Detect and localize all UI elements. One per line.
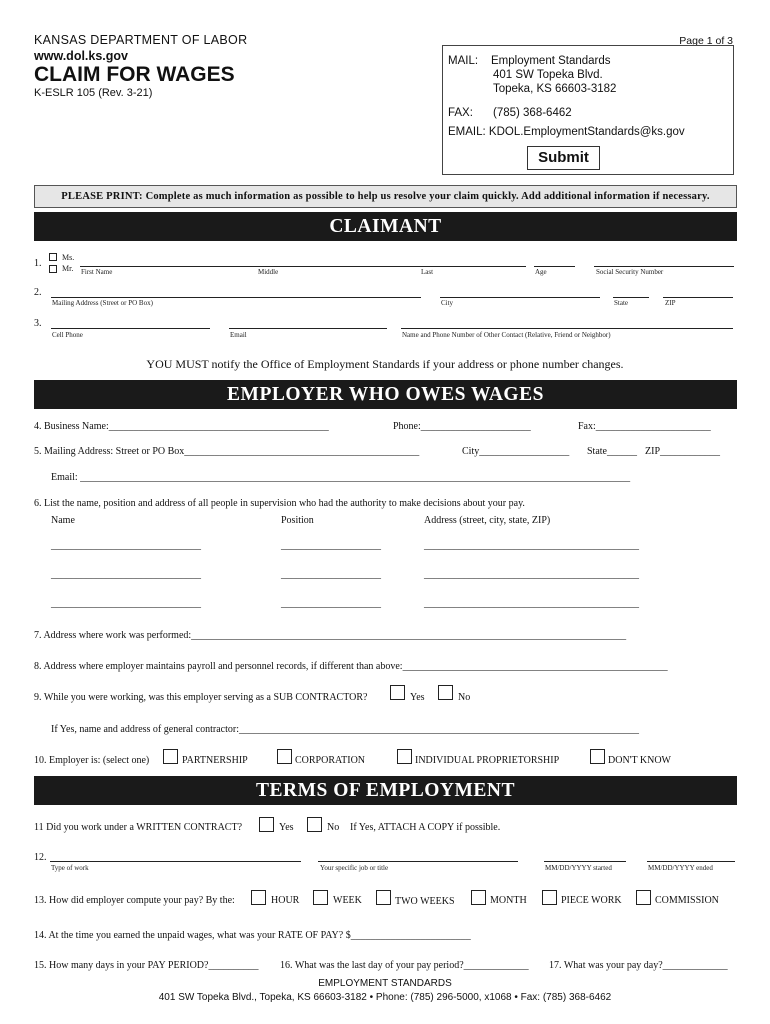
month-label: MONTH bbox=[490, 895, 527, 906]
partnership-checkbox[interactable] bbox=[163, 749, 178, 764]
zip-label: ZIP bbox=[665, 299, 676, 307]
state-field[interactable] bbox=[613, 297, 649, 298]
mail-line-1: Employment Standards bbox=[491, 55, 611, 67]
employer-zip-field[interactable]: ZIP____________ bbox=[645, 446, 720, 457]
type-of-work-field[interactable] bbox=[50, 861, 301, 862]
mail-line-3: Topeka, KS 66603-3182 bbox=[493, 83, 617, 95]
cell-phone-field[interactable] bbox=[51, 328, 210, 329]
dont-know-label: DON'T KNOW bbox=[608, 755, 671, 766]
name-field[interactable] bbox=[80, 266, 526, 267]
individual-proprietorship-label: INDIVIDUAL PROPRIETORSHIP bbox=[415, 755, 560, 766]
month-checkbox[interactable] bbox=[471, 890, 486, 905]
yes-label: Yes bbox=[279, 822, 294, 833]
age-field[interactable] bbox=[534, 266, 575, 267]
supervisor-name-field[interactable]: ______________________________ bbox=[51, 598, 201, 609]
start-date-field[interactable] bbox=[544, 861, 626, 862]
page-indicator: Page 1 of 3 bbox=[679, 35, 733, 47]
business-name-field[interactable]: 4. Business Name:____________________________________________ bbox=[34, 421, 329, 432]
ssn-label: Social Security Number bbox=[596, 268, 664, 276]
footer-contact: 401 SW Topeka Blvd., Topeka, KS 66603-3182 • Phone: (785) 296-5000, x1068 • Fax: (785) 368-6462 bbox=[158, 992, 612, 1003]
partnership-label: PARTNERSHIP bbox=[182, 755, 248, 766]
fax-value: (785) 368-6462 bbox=[493, 107, 572, 119]
piece-work-label: PIECE WORK bbox=[561, 895, 622, 906]
supervisor-name-field[interactable]: ______________________________ bbox=[51, 540, 201, 551]
job-title-label: Your specific job or title bbox=[320, 864, 389, 872]
section-claimant: CLAIMANT bbox=[34, 212, 737, 241]
ssn-field[interactable] bbox=[594, 266, 734, 267]
fax-label: FAX: bbox=[448, 107, 473, 119]
item-number: 2. bbox=[34, 287, 42, 298]
cell-phone-label: Cell Phone bbox=[52, 331, 83, 339]
hour-label: HOUR bbox=[271, 895, 300, 906]
item-number: 3. bbox=[34, 318, 42, 329]
piece-work-checkbox[interactable] bbox=[542, 890, 557, 905]
pay-period-days-field[interactable]: 15. How many days in your PAY PERIOD?__________ bbox=[34, 960, 259, 971]
age-label: Age bbox=[535, 268, 547, 276]
type-of-work-label: Type of work bbox=[51, 864, 89, 872]
employer-fax-field[interactable]: Fax:_______________________ bbox=[578, 421, 711, 432]
item-number: 1. bbox=[34, 258, 42, 269]
yes-label: Yes bbox=[410, 692, 425, 703]
item-number: 12. bbox=[34, 852, 47, 863]
no-label: No bbox=[327, 822, 340, 833]
section-terms: TERMS OF EMPLOYMENT bbox=[34, 776, 737, 805]
contract-no-checkbox[interactable] bbox=[307, 817, 322, 832]
contract-yes-checkbox[interactable] bbox=[259, 817, 274, 832]
hour-checkbox[interactable] bbox=[251, 890, 266, 905]
employer-phone-field[interactable]: Phone:______________________ bbox=[393, 421, 531, 432]
job-title-field[interactable] bbox=[318, 861, 518, 862]
city-label: City bbox=[441, 299, 454, 307]
form-title: CLAIM FOR WAGES bbox=[34, 63, 235, 86]
state-label: State bbox=[614, 299, 628, 307]
written-contract-question: 11 Did you work under a WRITTEN CONTRACT? bbox=[34, 822, 243, 833]
mailing-address-label: Mailing Address (Street or PO Box) bbox=[52, 299, 153, 307]
end-date-label: MM/DD/YYYY ended bbox=[648, 864, 713, 872]
agency-url[interactable]: www.dol.ks.gov bbox=[34, 49, 128, 63]
corporation-label: CORPORATION bbox=[295, 755, 366, 766]
first-name-label: First Name bbox=[81, 268, 113, 276]
week-label: WEEK bbox=[333, 895, 362, 906]
supervisor-position-field[interactable]: ____________________ bbox=[281, 598, 381, 609]
payroll-address-field[interactable]: 8. Address where employer maintains payroll and personnel records, if different than above:_____________________________________________________ bbox=[34, 661, 668, 672]
supervisor-position-field[interactable]: ____________________ bbox=[281, 569, 381, 580]
mailing-address-field[interactable] bbox=[51, 297, 421, 298]
other-contact-label: Name and Phone Number of Other Contact (Relative, Friend or Neighbor) bbox=[402, 331, 611, 339]
subcontractor-question: 9. While you were working, was this employer serving as a SUB CONTRACTOR? bbox=[34, 692, 368, 703]
email-label: Email bbox=[230, 331, 247, 339]
work-address-field[interactable]: 7. Address where work was performed:_______________________________________________________________________________________ bbox=[34, 630, 627, 641]
employer-state-field[interactable]: State______ bbox=[587, 446, 637, 457]
dont-know-checkbox[interactable] bbox=[590, 749, 605, 764]
mail-info-box bbox=[442, 45, 734, 175]
subcontractor-no-checkbox[interactable] bbox=[438, 685, 453, 700]
last-pay-period-day-field[interactable]: 16. What was the last day of your pay period?_____________ bbox=[280, 960, 529, 971]
employer-type-question: 10. Employer is: (select one) bbox=[34, 755, 150, 766]
middle-label: Middle bbox=[258, 268, 279, 276]
pay-basis-question: 13. How did employer compute your pay? By the: bbox=[34, 895, 235, 906]
mr-label: Mr. bbox=[62, 264, 74, 273]
supervisor-address-field[interactable]: ___________________________________________ bbox=[424, 540, 639, 551]
commission-label: COMMISSION bbox=[655, 895, 719, 906]
email-line: EMAIL: KDOL.EmploymentStandards@ks.gov bbox=[448, 126, 685, 138]
employer-mailing-field[interactable]: 5. Mailing Address: Street or PO Box_______________________________________________ bbox=[34, 446, 420, 457]
attach-copy-note: If Yes, ATTACH A COPY if possible. bbox=[350, 822, 501, 833]
submit-button[interactable]: Submit bbox=[527, 146, 600, 170]
last-label: Last bbox=[421, 268, 434, 276]
supervisor-address-field[interactable]: ___________________________________________ bbox=[424, 598, 639, 609]
supervisor-name-field[interactable]: ______________________________ bbox=[51, 569, 201, 580]
supervisor-position-field[interactable]: ____________________ bbox=[281, 540, 381, 551]
section-employer: EMPLOYER WHO OWES WAGES bbox=[34, 380, 737, 409]
supervisors-question: 6. List the name, position and address of all people in supervision who had the authority to make decisions about your pay. bbox=[34, 498, 525, 509]
employer-city-field[interactable]: City__________________ bbox=[462, 446, 570, 457]
supervisor-address-field[interactable]: ___________________________________________ bbox=[424, 569, 639, 580]
ms-label: Ms. bbox=[62, 253, 75, 262]
start-date-label: MM/DD/YYYY started bbox=[545, 864, 612, 872]
ms-checkbox[interactable] bbox=[49, 253, 57, 261]
week-checkbox[interactable] bbox=[313, 890, 328, 905]
address-change-notice: YOU MUST notify the Office of Employment Standards if your address or phone number changes. bbox=[146, 357, 624, 371]
rate-of-pay-field[interactable]: 14. At the time you earned the unpaid wages, what was your RATE OF PAY? $________________________ bbox=[34, 930, 471, 941]
city-field[interactable] bbox=[440, 297, 600, 298]
agency-name: KANSAS DEPARTMENT OF LABOR bbox=[34, 33, 248, 47]
col-name-label: Name bbox=[51, 515, 75, 526]
general-contractor-field[interactable]: If Yes, name and address of general contractor:________________________________________________________________________________ bbox=[51, 724, 639, 735]
two-weeks-label: TWO WEEKS bbox=[395, 896, 455, 907]
col-address-label: Address (street, city, state, ZIP) bbox=[424, 515, 551, 526]
footer-office: EMPLOYMENT STANDARDS bbox=[318, 978, 452, 989]
two-weeks-checkbox[interactable] bbox=[376, 890, 391, 905]
zip-field[interactable] bbox=[663, 297, 733, 298]
form-number: K-ESLR 105 (Rev. 3-21) bbox=[34, 87, 153, 99]
subcontractor-yes-checkbox[interactable] bbox=[390, 685, 405, 700]
end-date-field[interactable] bbox=[647, 861, 735, 862]
mr-checkbox[interactable] bbox=[49, 265, 57, 273]
col-position-label: Position bbox=[281, 515, 314, 526]
commission-checkbox[interactable] bbox=[636, 890, 651, 905]
instruction-bar: PLEASE PRINT: Complete as much information as possible to help us resolve your claim quickly. Add additional information if necessary. bbox=[34, 185, 737, 208]
email-field[interactable] bbox=[229, 328, 387, 329]
individual-proprietorship-checkbox[interactable] bbox=[397, 749, 412, 764]
employer-email-field[interactable]: Email: ______________________________________________________________________________________________________________ bbox=[51, 472, 631, 483]
no-label: No bbox=[458, 692, 471, 703]
corporation-checkbox[interactable] bbox=[277, 749, 292, 764]
mail-line-2: 401 SW Topeka Blvd. bbox=[493, 69, 603, 81]
mail-label: MAIL: bbox=[448, 55, 479, 67]
other-contact-field[interactable] bbox=[401, 328, 733, 329]
pay-day-field[interactable]: 17. What was your pay day?_____________ bbox=[549, 960, 728, 971]
